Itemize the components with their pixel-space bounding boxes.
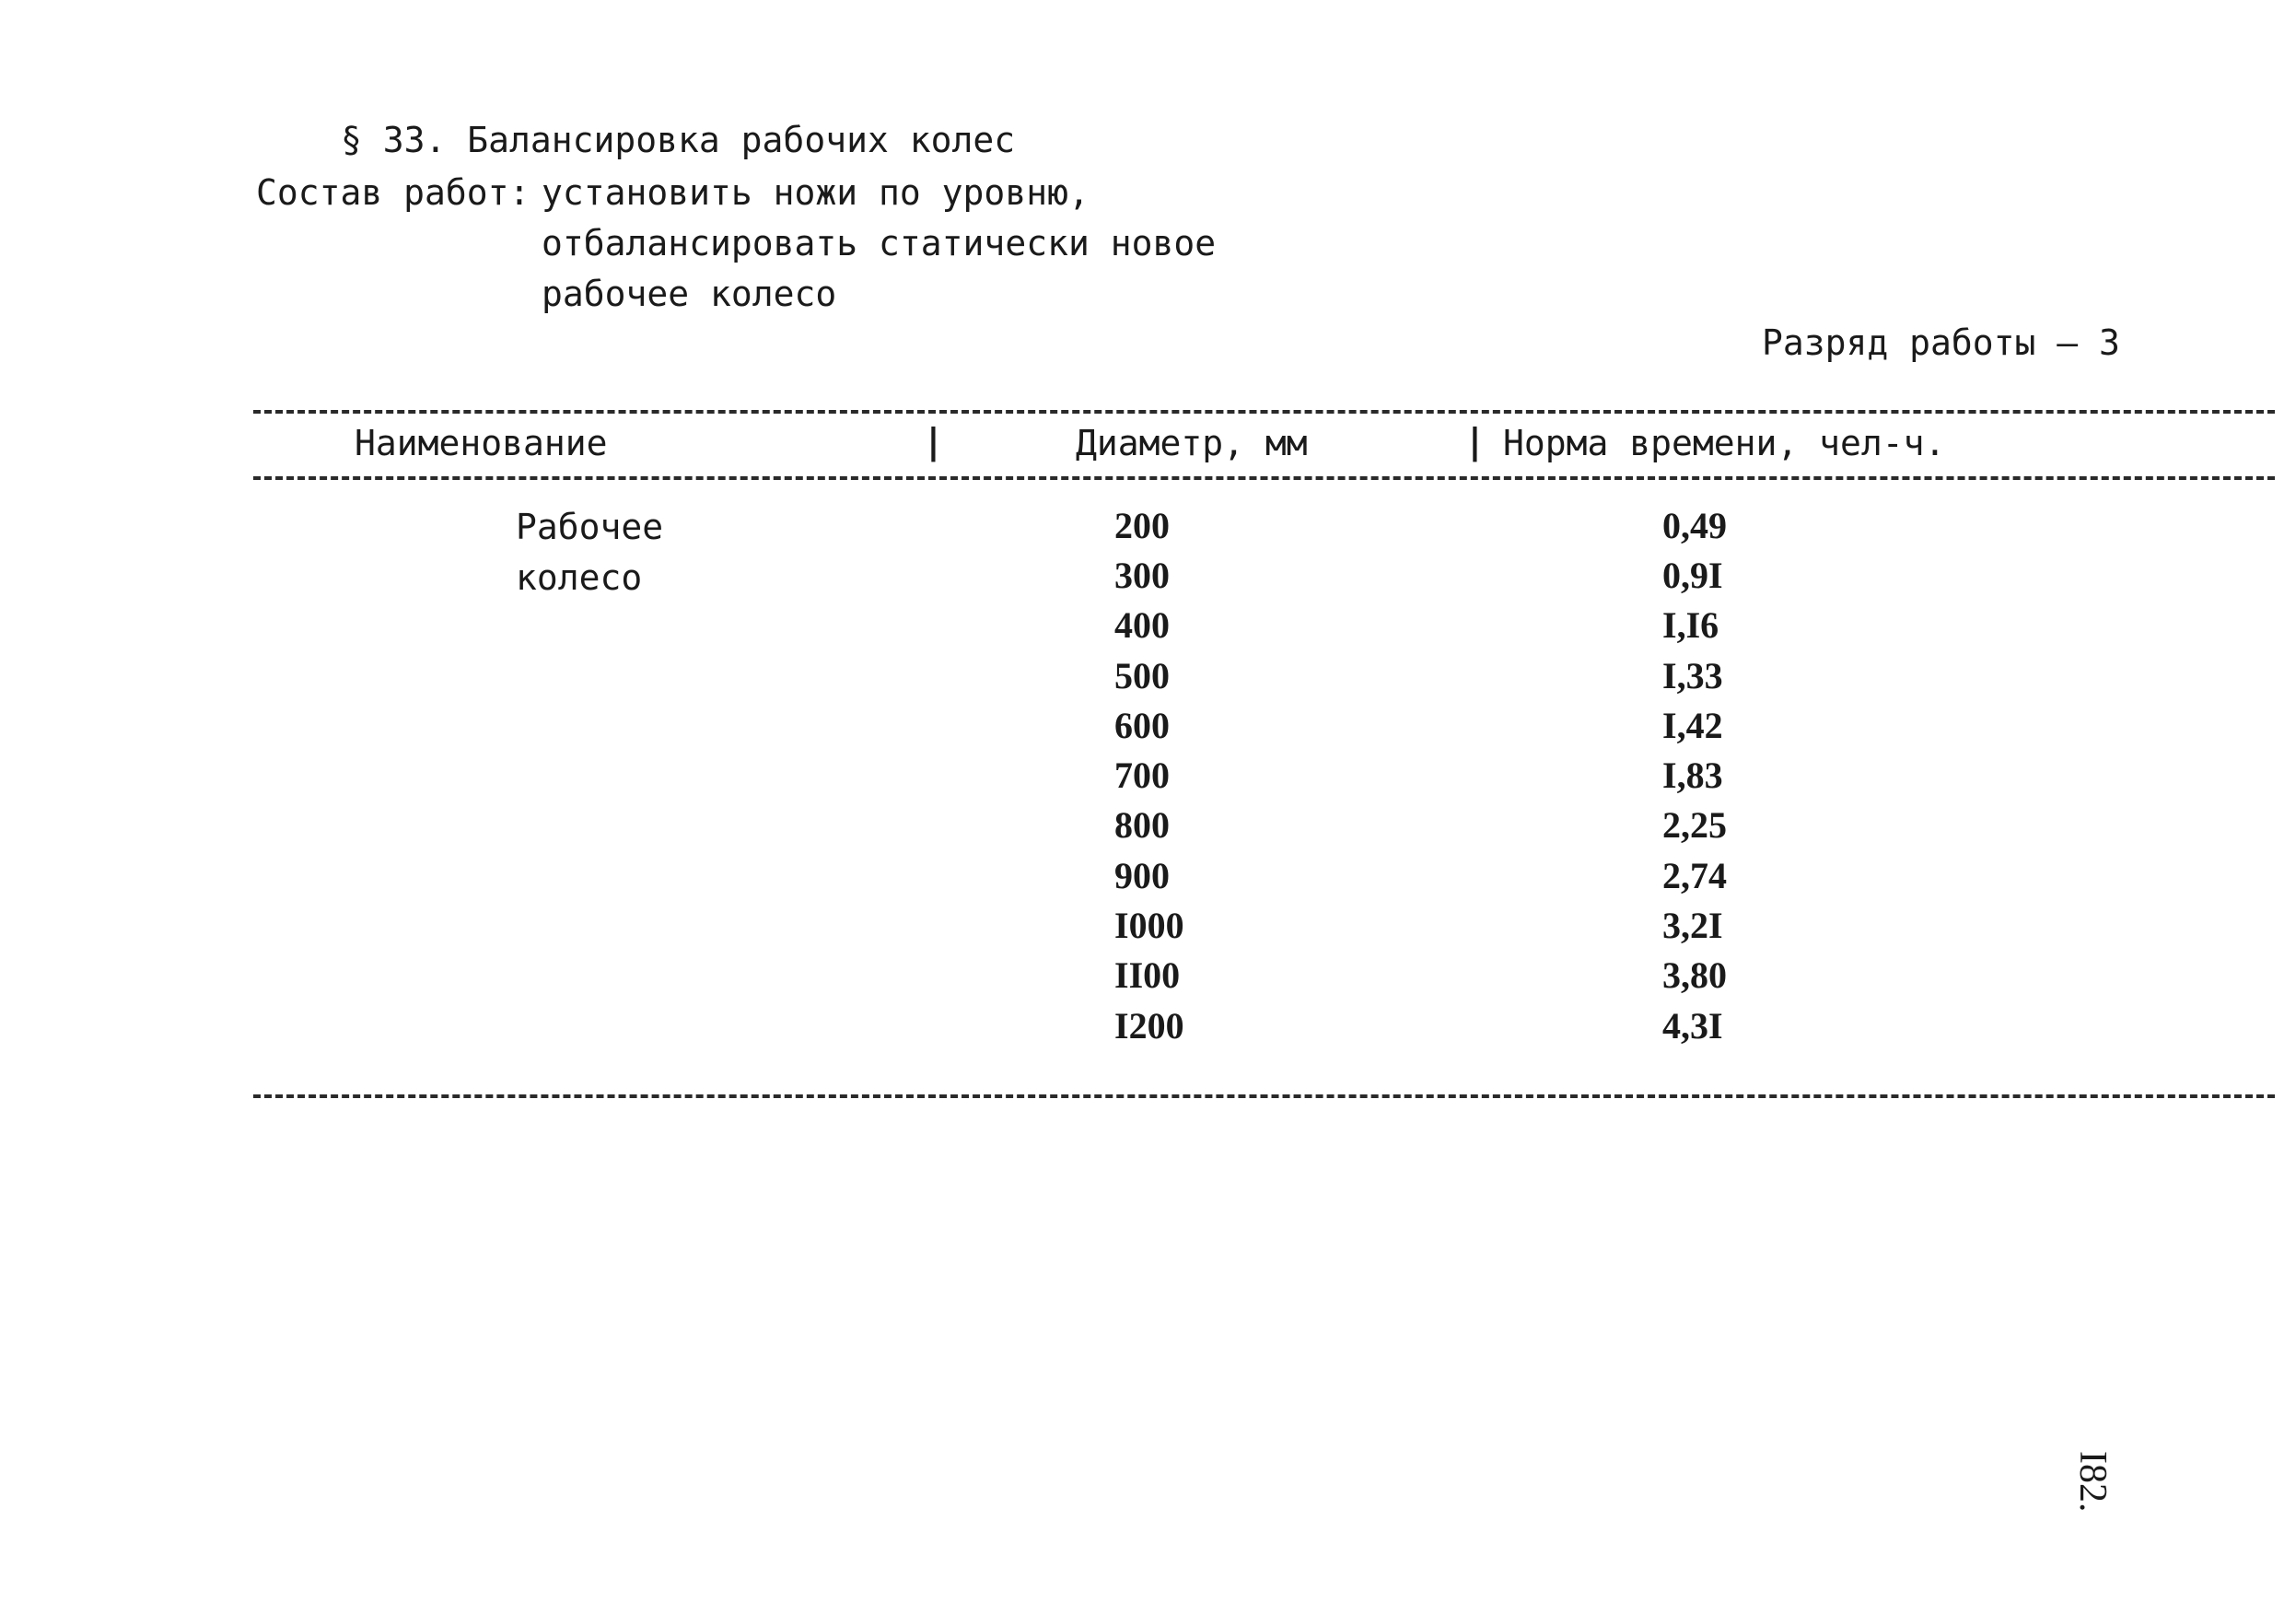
norm-cell: I,I6: [1662, 604, 1719, 646]
section-title: § 33. Балансировка рабочих колес: [341, 120, 1016, 160]
composition-line-1: установить ножи по уровню,: [542, 172, 1090, 213]
norm-cell: I,83: [1662, 754, 1723, 796]
norm-cell: 3,2I: [1662, 905, 1723, 946]
column-header-norm: Норма времени, чел-ч.: [1503, 423, 1946, 463]
diameter-cell: 500: [1114, 655, 1170, 696]
composition-label: Состав работ:: [256, 172, 530, 213]
norm-cell: 2,74: [1662, 855, 1727, 896]
diameter-cell: II00: [1114, 954, 1181, 996]
norm-cell: 3,80: [1662, 954, 1727, 996]
norm-cell: I,42: [1662, 705, 1723, 746]
item-name-line-1: Рабочее: [516, 507, 664, 547]
item-name-line-2: колесо: [516, 557, 643, 598]
norm-cell: 0,9I: [1662, 555, 1723, 596]
column-header-name: Наименование: [355, 423, 608, 463]
column-separator: |: [923, 421, 944, 462]
diameter-cell: 300: [1114, 555, 1170, 596]
diameter-cell: 900: [1114, 855, 1170, 896]
diameter-cell: 400: [1114, 604, 1170, 646]
table-bottom-rule: [253, 1094, 2275, 1098]
norm-cell: 2,25: [1662, 804, 1727, 846]
norm-cell: 0,49: [1662, 505, 1727, 546]
diameter-cell: 200: [1114, 505, 1170, 546]
diameter-cell: 800: [1114, 804, 1170, 846]
work-grade: Разряд работы – 3: [1762, 322, 2120, 363]
table-top-rule: [253, 410, 2275, 414]
composition-line-3: рабочее колесо: [542, 274, 837, 314]
norm-cell: 4,3I: [1662, 1005, 1723, 1047]
diameter-cell: I200: [1114, 1005, 1184, 1047]
norm-cell: I,33: [1662, 655, 1723, 696]
diameter-cell: I000: [1114, 905, 1184, 946]
column-header-diameter: Диаметр, мм: [1076, 423, 1308, 463]
column-separator: |: [1464, 421, 1486, 462]
table-header-rule: [253, 476, 2275, 480]
diameter-cell: 600: [1114, 705, 1170, 746]
page-number: I82.: [2071, 1451, 2114, 1513]
composition-line-2: отбалансировать статически новое: [542, 223, 1217, 263]
diameter-cell: 700: [1114, 754, 1170, 796]
